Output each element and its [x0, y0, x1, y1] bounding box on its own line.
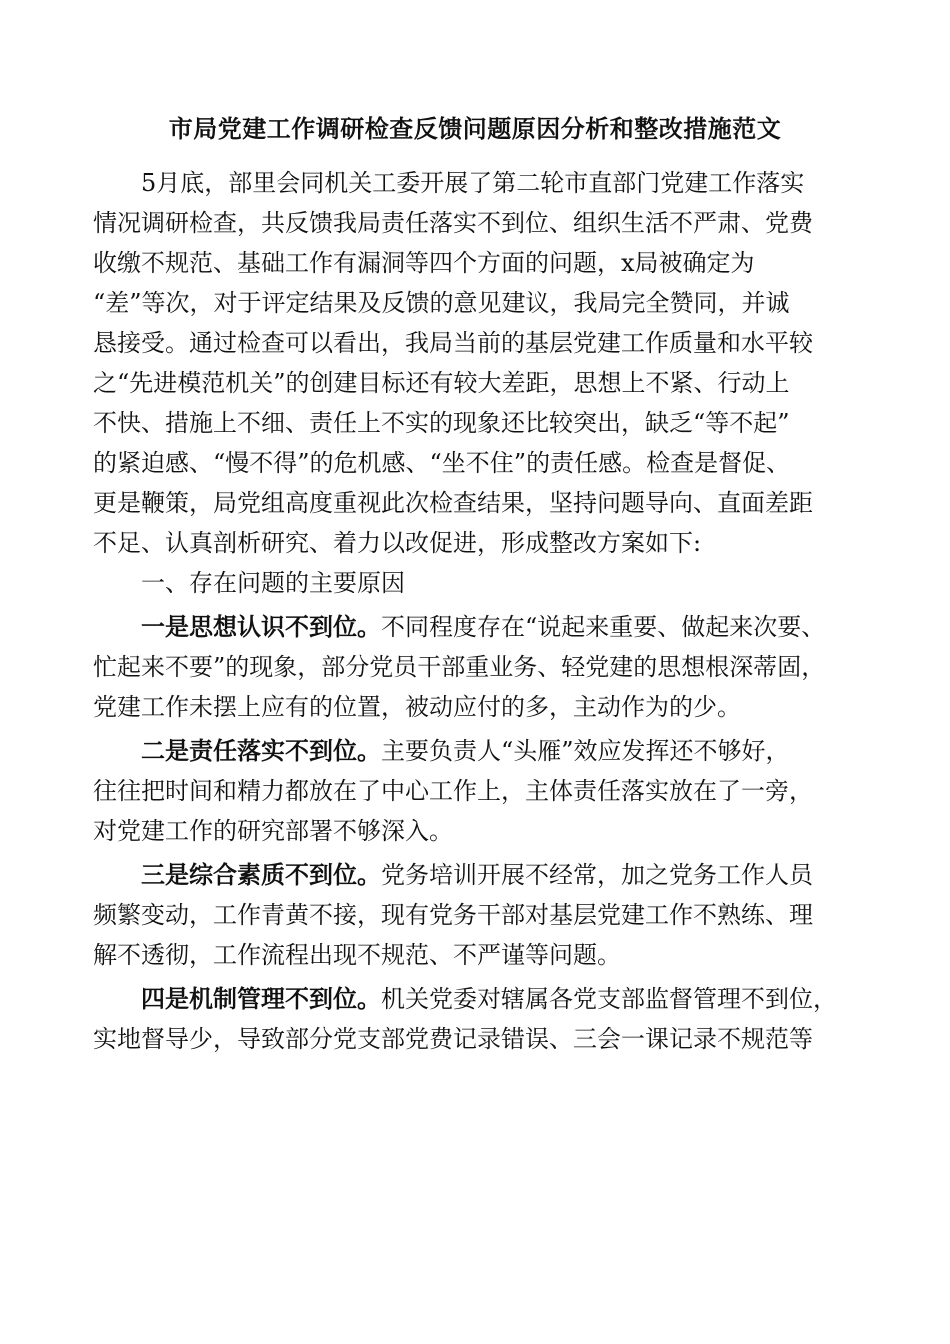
reason-item-4 — [93, 979, 873, 1059]
paragraph-line — [93, 979, 873, 1019]
paragraph-line: 忙起来不要”的现象，部分党员干部重业务、轻党建的思想根深蒂固， — [93, 653, 826, 681]
item-lead: 四是机制管理不到位。 — [141, 984, 381, 1013]
paragraph-line: 不足、认真剖析研究、着力以改促进，形成整改方案如下: — [93, 529, 702, 557]
paragraph-line: 收缴不规范、基础工作有漏洞等四个方面的问题，x局被确定为 — [93, 249, 755, 277]
item-lead: 一是思想认识不到位。 — [141, 612, 381, 641]
paragraph-line — [93, 855, 873, 895]
reason-item-1 — [93, 607, 873, 727]
paragraph-line: 5月底，部里会同机关工委开展了第二轮市直部门党建工作落实 — [141, 169, 805, 197]
item-text: 不同程度存在“说起来重要、做起来次要、 — [381, 613, 826, 641]
paragraph-line: 不快、措施上不细、责任上不实的现象还比较突出，缺乏“等不起” — [93, 409, 790, 437]
reason-item-3 — [93, 855, 873, 975]
item-text: 党务培训开展不经常，加之党务工作人员 — [381, 861, 813, 889]
paragraph-line: 对党建工作的研究部署不够深入。 — [93, 817, 453, 845]
paragraph-line: 更是鞭策，局党组高度重视此次检查结果，坚持问题导向、直面差距 — [93, 489, 813, 517]
paragraph-line — [93, 607, 873, 647]
paragraph-line: 恳接受。通过检查可以看出，我局当前的基层党建工作质量和水平较 — [93, 329, 813, 357]
paragraph-line: 党建工作未摆上应有的位置，被动应付的多，主动作为的少。 — [93, 693, 741, 721]
intro-paragraph — [93, 163, 873, 563]
section-heading: 一、存在问题的主要原因 — [141, 569, 405, 597]
item-lead: 三是综合素质不到位。 — [141, 860, 381, 889]
paragraph-line: 往往把时间和精力都放在了中心工作上，主体责任落实放在了一旁， — [93, 777, 813, 805]
item-text: 主要负责人“头雁”效应发挥还不够好， — [381, 737, 790, 765]
item-lead: 二是责任落实不到位。 — [141, 736, 381, 765]
paragraph-line: “差”等次，对于评定结果及反馈的意见建议，我局完全赞同，并诚 — [93, 289, 790, 317]
paragraph-line: 之“先进模范机关”的创建目标还有较大差距，思想上不紧、行动上 — [93, 369, 790, 397]
reason-item-2 — [93, 731, 873, 851]
document-body — [93, 163, 873, 1059]
paragraph-line: 的紧迫感、“慢不得”的危机感、“坐不住”的责任感。检查是督促、 — [93, 449, 791, 477]
document-title: 市局党建工作调研检查反馈问题原因分析和整改措施范文 — [168, 114, 782, 143]
paragraph-line: 频繁变动，工作青黄不接，现有党务干部对基层党建工作不熟练、理 — [93, 901, 813, 929]
paragraph-line: 实地督导少，导致部分党支部党费记录错误、三会一课记录不规范等 — [93, 1025, 813, 1053]
paragraph-line: 解不透彻，工作流程出现不规范、不严谨等问题。 — [93, 941, 621, 969]
item-text: 机关党委对辖属各党支部监督管理不到位， — [381, 985, 837, 1013]
paragraph-line — [93, 731, 873, 771]
paragraph-line: 情况调研检查，共反馈我局责任落实不到位、组织生活不严肃、党费 — [93, 209, 813, 237]
